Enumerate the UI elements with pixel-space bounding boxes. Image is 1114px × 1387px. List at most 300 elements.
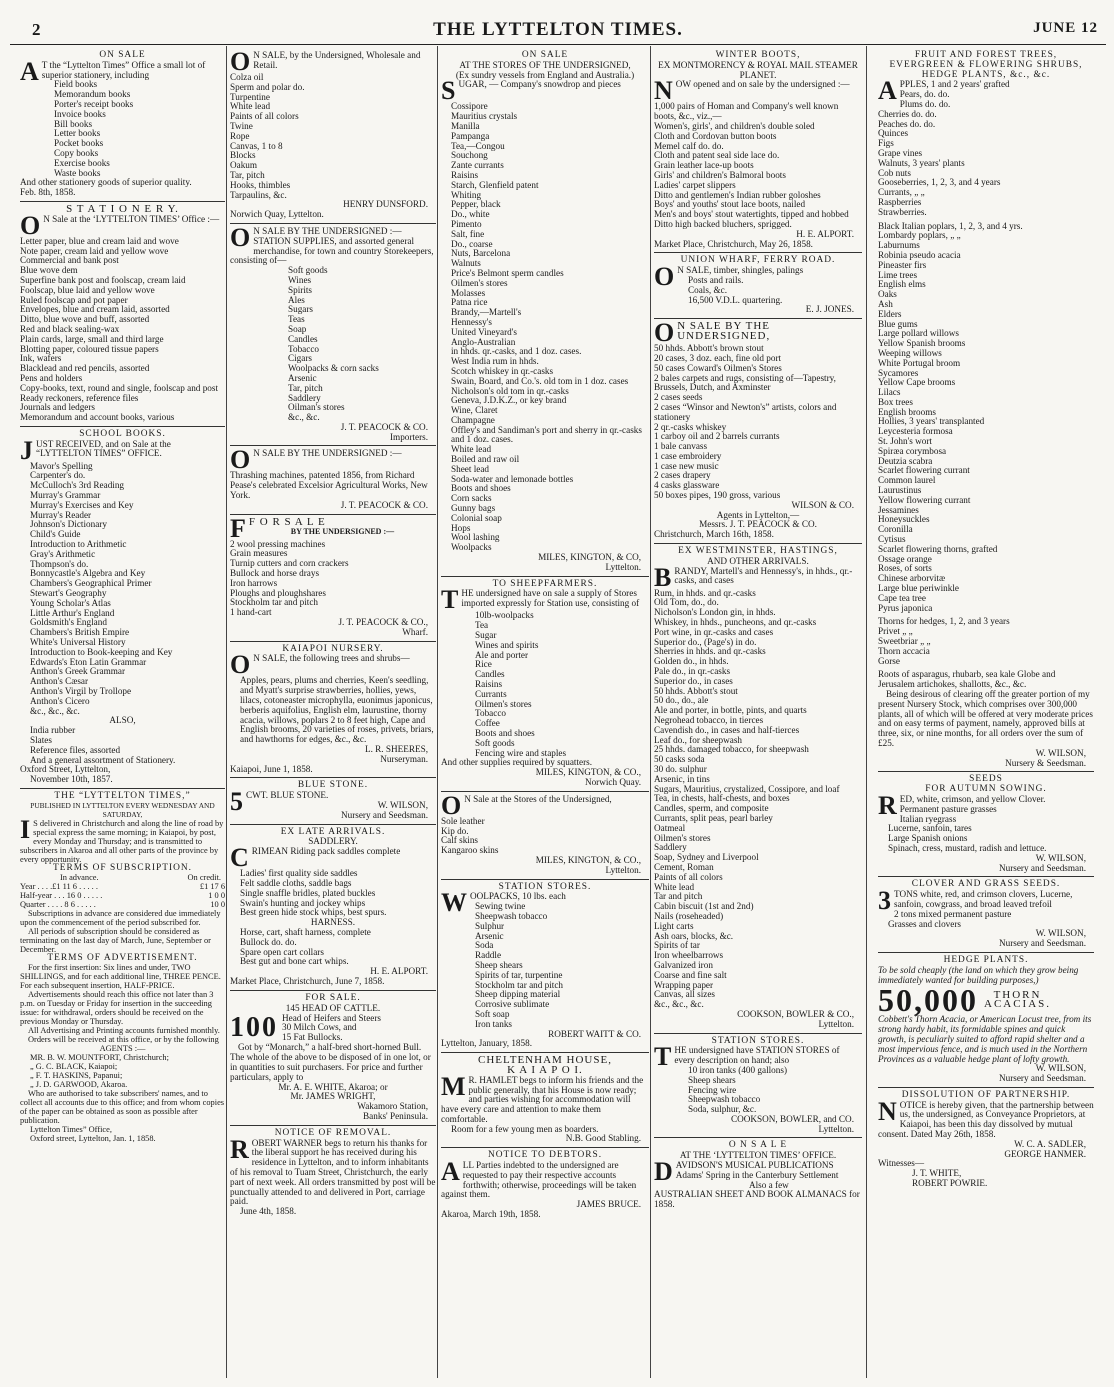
list-item: Sperm and polar do. [230, 81, 305, 92]
list-item: Turpentine [230, 91, 270, 102]
ad-body: Roots of asparagus, rhubarb, sea kale Globe and Jerusalem artichokes, shallotts, &c., &c. [878, 669, 1056, 690]
list-item: Hops [451, 522, 471, 533]
list-item: Canvas, all sizes [654, 989, 715, 1000]
ad-peacock-supplies [230, 224, 436, 447]
ad-sign: Lyttelton Times” Office, [30, 1124, 112, 1134]
ad-body: For the first insertion: Six lines and under, TWO SHILLINGS, and for each additional line, THREE PENCE. For each subsequent insertion, HALF-PRICE. [20, 962, 221, 990]
ad-hedge-plants [878, 953, 1094, 1088]
ad-date: Lyttelton, January, 1858. [441, 1038, 533, 1049]
terms-heading: TERMS OF ADVERTISEMENT. [47, 952, 198, 963]
list-item: Tar, pitch [230, 169, 265, 180]
ad-sign: Norwich Quay. [584, 776, 641, 787]
list-item: White lead [654, 881, 695, 892]
list-item: Ales [288, 294, 305, 305]
ad-sign: Nursery and Seedsman. [998, 1073, 1086, 1084]
list-item: Honeysuckles [878, 514, 930, 525]
list-item: Cabin biscuit (1st and 2nd) [654, 901, 754, 912]
list-item: Soda [475, 940, 494, 951]
ad-heading: KAIAPOI NURSERY. [282, 643, 384, 654]
list-item: Do., white [451, 209, 490, 220]
list-item: Rice [475, 659, 492, 670]
item-list [20, 237, 225, 423]
list-item: Ladies' first quality side saddles [240, 868, 358, 879]
list-item: Tar and pitch [654, 891, 703, 902]
ad-note: (Ex sundry vessels from England and Australia.) [455, 69, 635, 80]
list-item: Laurustinus [878, 485, 922, 496]
list-item: Stockholm tar and pitch [475, 979, 564, 990]
list-item: Iron wheelbarrows [654, 950, 724, 961]
list-item: Cement, Roman [654, 861, 714, 872]
drop-cap: O [230, 48, 251, 76]
list-item: Paints of all colors [230, 111, 299, 122]
list-item: Whiting [451, 189, 482, 200]
ad-body: Who are authorised to take subscribers' names, and to collect all accounts due to this office; and from whom copies of the paper can be obtained as soon as possible after publication. [20, 1088, 225, 1125]
ad-body: Cobbett's Thorn Acacia, or American Locust tree, from its strong hardy habit, its formidable spines and quick growth, is peculiarly suited to afford rapid shelter and a most impervious fence, and is much used in the Northern Provinces as a valuable hedge plant of lofty growth. [878, 1014, 1092, 1064]
list-item: Strawberries. [878, 206, 927, 217]
masthead [10, 18, 1106, 45]
list-item: MR. B. W. MOUNTFORT, Christchurch; [30, 1052, 169, 1062]
list-item: Letter paper, blue and cream laid and wove [20, 235, 179, 246]
ad-dunsford [230, 48, 436, 224]
list-item: Raisins [475, 679, 503, 690]
list-item: Soft goods [475, 737, 515, 748]
list-item: Tobacco [475, 708, 506, 719]
ad-body: ED, white, crimson, and yellow Clover. [899, 793, 1046, 804]
drop-cap: B [654, 562, 672, 592]
ad-date: June 4th, 1858. [240, 1206, 297, 1217]
list-item: Yellow Spanish brooms [878, 338, 966, 349]
list-item: Cloth and Cordovan button boots [654, 130, 777, 141]
ad-heading: ON SALE [99, 50, 146, 60]
ad-sign: GEORGE HANMER. [1004, 1148, 1086, 1159]
drop-cap: A [878, 76, 897, 106]
list-item: Arsenic [475, 930, 504, 941]
list-item: Old Tom, do., do. [654, 597, 719, 608]
ad-heading: TO SHEEPFARMERS. [492, 578, 598, 589]
item-list [282, 1014, 381, 1043]
ad-fruit-forest-trees [878, 48, 1094, 772]
item-list [20, 462, 225, 707]
column-2 [230, 48, 436, 1378]
drop-cap: O [230, 222, 251, 252]
item-list [654, 276, 862, 305]
item-list [441, 611, 649, 758]
item-list [230, 540, 436, 618]
list-item: Introduction to Book-keeping and Key [30, 646, 173, 657]
terms-col-head: On credit. [187, 872, 221, 882]
list-item: Port wine, in qr.-casks and cases [654, 626, 774, 637]
ad-body: All periods of subscription should be considered as terminating on the last day of March, June, September or December. [20, 926, 211, 954]
list-item: 20 cases, 3 doz. each, fine old port [654, 352, 782, 363]
list-item: Oaks [878, 289, 897, 300]
ad-heading: BLUE STONE. [297, 780, 369, 791]
drop-cap: R [230, 1134, 249, 1164]
list-item: Pocket books [54, 138, 104, 149]
item-list [230, 928, 436, 967]
ad-body: OBERT WARNER begs to return his thanks for the liberal support he has received during his residence in Lyttelton, and to inform inhabitants of his removal to Tuam Street, Christchurch, the early part of next week. All orders transmitted by post will be punctually attended to and delivered in Port, carriage paid. [230, 1137, 436, 1207]
list-item: Tar, pitch [288, 382, 323, 393]
ad-subheading: 145 HEAD OF CATTLE. [285, 1002, 381, 1013]
list-item: Oilmen's stores [451, 277, 508, 288]
list-item: 50 hhds. Abbott's brown stout [654, 343, 764, 354]
ad-sign: MILES, KINGTON, & CO., [535, 767, 641, 778]
terms-cell: Half-year . . . 16 0 . . . . . [20, 890, 103, 900]
list-item: 2 cases “Winsor and Newton's” artists, colors and stationery [654, 401, 837, 422]
list-item: Pears, do. do. [899, 89, 950, 100]
list-item: Boiled and raw oil [451, 454, 520, 465]
list-item: Canvas, 1 to 8 [230, 140, 283, 151]
terms-heading: TERMS OF SUBSCRIPTION. [53, 862, 192, 873]
list-item: Arsenic [288, 372, 317, 383]
ad-body: Subscriptions in advance are considered due immediately upon the commencement of the period subscribed for. [20, 908, 221, 927]
list-item: Note paper, cream laid and yellow wove [20, 245, 169, 256]
ad-body: OOLPACKS, 10 lbs. each [470, 891, 566, 902]
list-item: Copy-books, text, round and single, foolscap and post [20, 382, 219, 393]
ad-sign: Nursery and Seedsman. [998, 862, 1086, 873]
list-item: Tarpaulins, &c. [230, 189, 287, 200]
item-list [441, 102, 649, 553]
item-list [878, 222, 1094, 614]
list-item: Wine, Claret [451, 405, 498, 416]
ad-stores-miles-kington [441, 48, 649, 577]
list-item: &c., &c., &c. [654, 999, 704, 1010]
ad-sign: W. WILSON, [1035, 852, 1086, 863]
ad-body: N.B. Good Stabling. [565, 1133, 641, 1144]
list-item: Sweetbriar „ „ [878, 636, 931, 647]
list-item: Coarse and fine salt [654, 969, 727, 980]
ad-sign: Wakamoro Station, [357, 1101, 428, 1112]
list-item: Rope [230, 130, 250, 141]
list-item: Sheep shears [688, 1074, 736, 1085]
list-item: Twine [230, 120, 253, 131]
list-item: 2 bales carpets and rugs, consisting of—Tapestry, Brussels, Dutch, and Axminster [654, 372, 836, 393]
list-item: Cossipore [451, 101, 488, 112]
ad-sign: Wharf. [402, 626, 428, 637]
list-item: Colonial soap [451, 512, 502, 523]
ad-subheading: PUBLISHED IN LYTTELTON EVERY WEDNESDAY AND SATURDAY, [30, 800, 215, 819]
ad-body: RIMEAN Riding pack saddles complete [251, 846, 401, 857]
ad-body: Orders will be received at this office, or by the following [28, 1034, 219, 1044]
list-item: Grasses and clovers [888, 918, 961, 929]
list-item: Superior do., (Page's) in do. [654, 636, 757, 647]
ad-heading: FRUIT AND FOREST TREES, [914, 50, 1058, 60]
ad-sign: J. T. PEACOCK & CO. [340, 421, 428, 432]
list-item: Goldsmith's England [30, 617, 107, 628]
list-item: Boots and shoes [451, 483, 511, 494]
list-item: Sheet lead [451, 463, 490, 474]
ad-heading: STATION STORES. [498, 881, 592, 892]
list-item: Boots and shoes [475, 728, 535, 738]
list-item: Chambers's British Empire [30, 627, 130, 638]
ad-sign: Lyttelton. [605, 561, 641, 572]
ad-sign: WILSON & CO. [791, 499, 854, 510]
ad-sign: Oxford street, Lyttelton, Jan. 1, 1858. [30, 1133, 156, 1143]
list-item: Gooseberries, 1, 2, 3, and 4 years [878, 177, 1001, 188]
ad-heading: CHELTENHAM HOUSE, [478, 1054, 612, 1067]
list-item: Wool lashing [451, 532, 500, 543]
list-item: Candles [288, 333, 318, 344]
ad-sheepfarmers [441, 577, 649, 792]
list-item: Commercial and bank post [20, 255, 119, 266]
list-item: Soda, sulphur, &c. [688, 1104, 757, 1115]
terms-cell: £1 17 6 [199, 881, 225, 891]
list-item: Teas [288, 314, 305, 325]
list-item: White Portugal broom [878, 357, 961, 368]
ad-body: N SALE, the following trees and shrubs— [253, 653, 410, 664]
drop-cap: T [441, 585, 459, 615]
ad-leather [441, 792, 649, 880]
ad-place: Market Place, Christchurch, June 7, 1858. [230, 975, 385, 986]
ad-subheading: BY THE UNDERSIGNED :— [290, 527, 395, 537]
ad-subheading: AT THE ‘LYTTELTON TIMES’ OFFICE. [679, 1150, 837, 1161]
list-item: Offley's and Sandiman's port and sherry in qr.-casks and 1 doz. cases. [451, 424, 642, 445]
list-item: Molasses [451, 287, 486, 298]
ad-sign: COOKSON, BOWLER & CO., [737, 1008, 854, 1019]
ad-notice-removal [230, 1126, 436, 1220]
ad-sign: Nursery & Seedsman. [1005, 757, 1086, 768]
ad-heading: F O R S A L E [248, 515, 326, 528]
ad-body: Advertisements should reach this office not later than 3 p.m. on Tuesday or Friday for insertion in the succeeding issue: for withdrawal, orders should be received on the previous Monday or Thursday. [20, 989, 214, 1026]
agents-heading: AGENTS :— [99, 1043, 146, 1053]
list-item: Do., coarse [451, 238, 493, 249]
ad-onsale-stationery [20, 48, 225, 202]
ad-body: HE undersigned have on sale a supply of Stores imported expressly for Station use, consisting of [461, 588, 640, 609]
item-list [654, 589, 862, 1010]
list-item: Champagne [451, 414, 495, 425]
list-item: Slates [30, 735, 52, 745]
drop-cap: I [20, 814, 31, 844]
list-item: Tea,—Congou [451, 140, 505, 151]
list-item: Child's Guide [30, 529, 81, 540]
ad-sign: HENRY DUNSFORD. [343, 199, 428, 210]
list-item: Gorse [878, 655, 900, 666]
list-item: Thompson's do. [30, 558, 89, 569]
ad-date: Akaroa, March 19th, 1858. [441, 1209, 541, 1220]
list-item: Soap [288, 323, 307, 334]
list-item: Golden do., in hhds. [654, 656, 729, 667]
drop-cap: 3 [878, 886, 891, 916]
list-item: Corrosive sublimate [475, 999, 550, 1010]
list-item: Light carts [654, 920, 694, 931]
list-item: Sewing twine [475, 901, 526, 912]
drop-cap: O [230, 445, 251, 475]
drop-cap: R [878, 790, 897, 820]
list-item: Stewart's Geography [30, 588, 107, 599]
list-item: United Vineyard's [451, 326, 517, 337]
list-item: Chambers's Geographical Primer [30, 578, 152, 589]
drop-cap: O [654, 262, 675, 292]
list-item: 1,000 pairs of Homan and Company's well known boots, &c., viz.,— [654, 101, 839, 122]
list-item: And a general assortment of Stationery. [30, 754, 176, 765]
list-item: Plums do. do. [899, 98, 951, 109]
drop-cap: O [230, 650, 251, 680]
list-item: Pens and holders [20, 372, 83, 383]
list-item: Price's Belmont sperm candles [451, 267, 564, 278]
list-item: Swain, Board, and Co.'s. old tom in 1 doz. cases [451, 375, 629, 386]
list-item: Porter's receipt books [54, 98, 134, 109]
ad-heading: CLOVER AND GRASS SEEDS. [911, 879, 1061, 890]
list-item: Patna rice [451, 297, 488, 308]
ad-clover-grass [878, 877, 1094, 953]
list-item: Walnuts [451, 258, 481, 269]
ad-date: November 10th, 1857. [30, 774, 113, 785]
list-item: Grain measures [230, 548, 288, 559]
list-item: Ditto and gentlemen's Indian rubber goloshes [654, 189, 821, 200]
list-item: 1 case new music [654, 460, 719, 471]
ad-winter-boots [654, 48, 862, 253]
drop-cap: O [441, 790, 462, 820]
ad-sign: W. WILSON, [1035, 1063, 1086, 1074]
ad-school-books [20, 427, 225, 789]
ad-sign: Nursery and Seedsman. [998, 938, 1086, 949]
ad-blue-stone [230, 778, 436, 824]
list-item: Boys' and youths' stout lace boots, nailed [654, 199, 806, 210]
list-item: Wines [288, 274, 312, 285]
list-item: Best gut and bone cart whips. [240, 956, 349, 967]
list-item: Head of Heifers and Steers [282, 1012, 381, 1023]
list-item: Figs [878, 138, 894, 149]
list-item: Pyrus japonica [878, 602, 933, 613]
list-item: Ploughs and ploughshares [230, 587, 326, 598]
ad-body: RANDY, Martell's and Hennessy's, in hhds., qr.-casks, and cases [674, 565, 853, 586]
list-item: Coals, &c. [688, 284, 728, 295]
list-item: Pepper, black [451, 199, 501, 210]
ad-sign: H. E. ALPORT. [796, 228, 854, 239]
ad-heading: STATION STORES. [711, 1035, 805, 1046]
list-item: Currants, „ „ [878, 187, 925, 198]
list-item: Large blue periwinkle [878, 583, 959, 594]
list-item: Thorns for hedges, 1, 2, and 3 years [878, 616, 1010, 627]
list-item: Foolscap, blue laid and yellow wove [20, 284, 155, 295]
list-item: Tea [475, 620, 489, 631]
list-item: Cytisus [878, 534, 906, 545]
ad-body: OW opened and on sale by the undersigned :— [675, 79, 850, 90]
list-item: Colza oil [230, 72, 264, 82]
list-item: 25 hhds. damaged tobacco, for sheepwash [654, 744, 809, 755]
terms-cell: 1 0 0 [208, 890, 225, 900]
ad-lyttelton-times-terms [20, 789, 225, 1146]
list-item: Young Scholar's Atlas [30, 597, 111, 608]
ad-subheading: SADDLERY. [308, 836, 358, 847]
list-item: Deutzia scabra [878, 455, 933, 466]
ad-sign: Lyttelton. [605, 864, 641, 875]
ad-subheading: K A I A P O I. [507, 1063, 583, 1076]
ad-place: Market Place, Christchurch, May 26, 1858. [654, 238, 813, 249]
list-item: Single snaffle bridles, plated buckles [240, 887, 376, 898]
ad-cattle [230, 991, 436, 1126]
list-item: Cob nuts [878, 167, 911, 178]
list-item: Italian ryegrass [899, 813, 957, 824]
list-item: Ruled foolscap and pot paper [20, 294, 128, 305]
list-item: Woolpacks [451, 542, 492, 553]
list-item: Nuts, Barcelona [451, 248, 511, 259]
list-item: Anthon's Cæsar [30, 676, 89, 687]
list-item: Sheep shears [475, 959, 523, 970]
ad-heading: ON SALE [521, 50, 569, 60]
list-item: Wines and spirits [475, 639, 539, 650]
list-item: 50 hhds. Abbott's stout [654, 685, 738, 696]
ad-body: To be sold cheaply (the land on which they grow being immediately wanted for building purposes,) [878, 964, 1079, 985]
ad-body: Room for a few young men as boarders. [451, 1123, 599, 1134]
item-list [20, 726, 225, 765]
list-item: Calf skins [441, 835, 479, 846]
list-item: Little Arthur's England [30, 607, 115, 618]
ad-sign: Nursery and Seedsman. [340, 809, 428, 820]
list-item: 1 carboy oil and 2 barrels currants [654, 431, 780, 442]
column-rule [226, 46, 227, 1378]
list-item: 50 boxes pipes, 190 gross, various [654, 490, 781, 501]
list-item: Currants [475, 688, 507, 699]
issue-date: JUNE 12 [1033, 20, 1098, 36]
list-item: Privet „ „ [878, 626, 913, 637]
list-item: Scarlet flowering thorns, grafted [878, 543, 998, 554]
ad-heading: HEDGE PLANTS. [943, 954, 1029, 965]
list-item: Girls' and children's Balmoral boots [654, 169, 786, 180]
ad-witness: Witnesses— [878, 1158, 925, 1169]
ad-body: Also a few [748, 1179, 789, 1190]
ad-body: PPLES, 1 and 2 years' grafted [899, 79, 1010, 90]
list-item: Sugars, Mauritius, crystalized, Cossipore, and loaf [654, 783, 840, 794]
ad-sign: Banks' Peninsula. [363, 1110, 428, 1121]
list-item: Reference files, assorted [30, 744, 121, 755]
ad-heading: WINTER BOOTS, [715, 50, 801, 60]
list-item: Candles [475, 669, 505, 680]
list-item: Arsenic, in tins [654, 773, 710, 784]
drop-cap: S [441, 76, 456, 106]
ad-body: S delivered in Christchurch and along the line of road by special express the same morning; in Kaiapoi, by post, every Monday and Thursday; and is transmitted to subscribers in Akaroa and all other parts of the province by every opportunity. [20, 818, 224, 864]
ad-body: UGAR, — Company's snowdrop and pieces [458, 79, 621, 90]
ad-body: N SALE, by the Undersigned, Wholesale and Retail. [253, 50, 421, 70]
ad-saddlery [230, 825, 436, 991]
ad-body: HE undersigned have STATION STORES of every description on hand; also [674, 1045, 840, 1066]
list-item: White lead [230, 101, 271, 112]
list-item: Kangaroo skins [441, 845, 499, 856]
ad-sign: Mr. A. E. WHITE, Akaroa; or [278, 1081, 388, 1092]
ad-sign: Agents in Lyttelton,— [716, 509, 800, 520]
list-item: Letter books [54, 128, 101, 139]
list-item: Nails (roseheaded) [654, 910, 724, 921]
list-item: Spiræa corymbosa [878, 445, 947, 456]
list-item: White lead [451, 444, 492, 455]
ad-sign: ROBERT WAITT & CO. [548, 1028, 641, 1039]
ad-heading: N SALE BY THE UNDERSIGNED :— [253, 225, 402, 236]
column-rule [650, 46, 651, 1378]
ad-sign: W. WILSON, [1035, 747, 1086, 758]
column-3 [441, 48, 649, 1378]
list-item: in hhds. qr.-casks, and 1 doz. cases. [451, 346, 582, 357]
ad-place: Oxford Street, Lyttelton, [20, 764, 111, 775]
list-item: 2 tons mixed permanent pasture [894, 908, 1012, 919]
ad-body: Adams' Spring in the Canterbury Settlement [675, 1169, 839, 1180]
list-item: Soap, Sydney and Liverpool [654, 852, 759, 863]
list-item: Fencing wire and staples [475, 747, 567, 758]
drop-cap: J [20, 435, 33, 465]
ad-musical-publications [654, 1138, 862, 1213]
ad-seeds [878, 772, 1094, 877]
list-item: Nicholson's old tom in qr.-casks [451, 385, 569, 396]
list-item: Oilmen's stores [475, 698, 532, 709]
list-item: Stockholm tar and pitch [230, 597, 319, 608]
item-list [230, 73, 436, 200]
list-item: Box trees [878, 396, 913, 407]
list-item: 1 case embroidery [654, 450, 722, 461]
list-item: Quinces [878, 128, 909, 139]
list-item: St. John's wort [878, 436, 932, 447]
list-item: Yellow flowering currant [878, 494, 971, 505]
list-item: Pale do., in qr.-casks [654, 666, 731, 677]
ad-body: N SALE, timber, shingles, palings [677, 265, 804, 276]
list-item: Negrohead tobacco, in tierces [654, 715, 764, 726]
